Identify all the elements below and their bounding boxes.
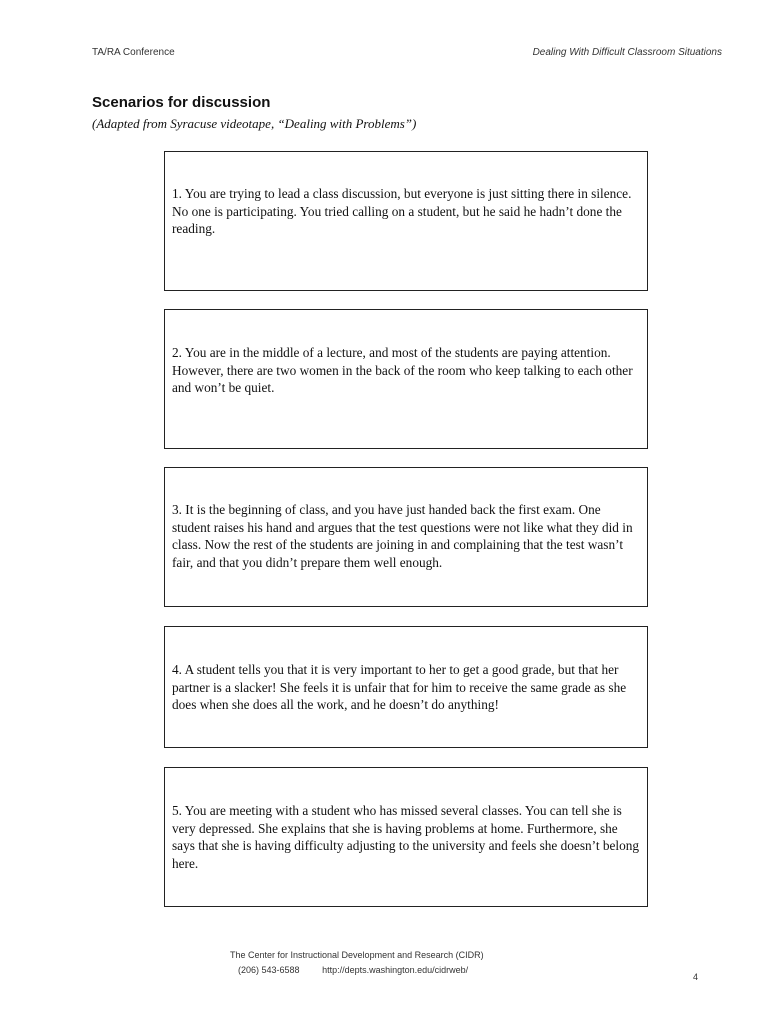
- running-header-left: TA/RA Conference: [92, 47, 175, 58]
- page-subtitle: (Adapted from Syracuse videotape, “Dealing with Problems”): [92, 116, 417, 131]
- running-header-right: Dealing With Difficult Classroom Situations: [532, 47, 722, 58]
- scenario-box-3: [164, 467, 648, 607]
- page-number: 4: [693, 972, 699, 982]
- scenario-text-2: 2. You are in the middle of a lecture, and most of the students are paying attention. However, there are two women in the back of the room who keep talking to each other and won’t be quiet.: [172, 345, 633, 395]
- footer-contact: [238, 965, 468, 975]
- scenario-text-5: 5. You are meeting with a student who has missed several classes. You can tell she is very depressed. She explains that she is having problems at home. Furthermore, she says that she is having difficulty adjusting to the university and feels she doesn’t belong here.: [172, 803, 640, 871]
- footer-url-link[interactable]: http://depts.washington.edu/cidrweb/: [322, 965, 469, 975]
- scenario-text-3: 3. It is the beginning of class, and you have just handed back the first exam. One student raises his hand and argues that the test questions were not like what they did in class. Now the rest of the students are joining in and complaining that the test wasn’t fair, and that you didn’t prepare them well enough.: [172, 502, 633, 570]
- footer-phone: (206) 543-6588: [238, 965, 300, 975]
- footer-org: The Center for Instructional Development and Research (CIDR): [230, 950, 484, 960]
- scenario-box-1: [164, 151, 648, 291]
- scenario-text-4: 4. A student tells you that it is very important to her to get a good grade, but that her partner is a slacker! She feels it is unfair that for him to receive the same grade as she does when she does all the work, and he doesn’t do anything!: [172, 662, 627, 712]
- scenario-text-1: 1. You are trying to lead a class discussion, but everyone is just sitting there in silence. No one is participating. You tried calling on a student, but he said he hadn’t done the reading.: [172, 186, 632, 236]
- scenario-box-5: [164, 767, 648, 907]
- page-title: Scenarios for discussion: [92, 94, 271, 111]
- scenario-box-2: [164, 309, 648, 449]
- scenario-box-4: [164, 626, 648, 748]
